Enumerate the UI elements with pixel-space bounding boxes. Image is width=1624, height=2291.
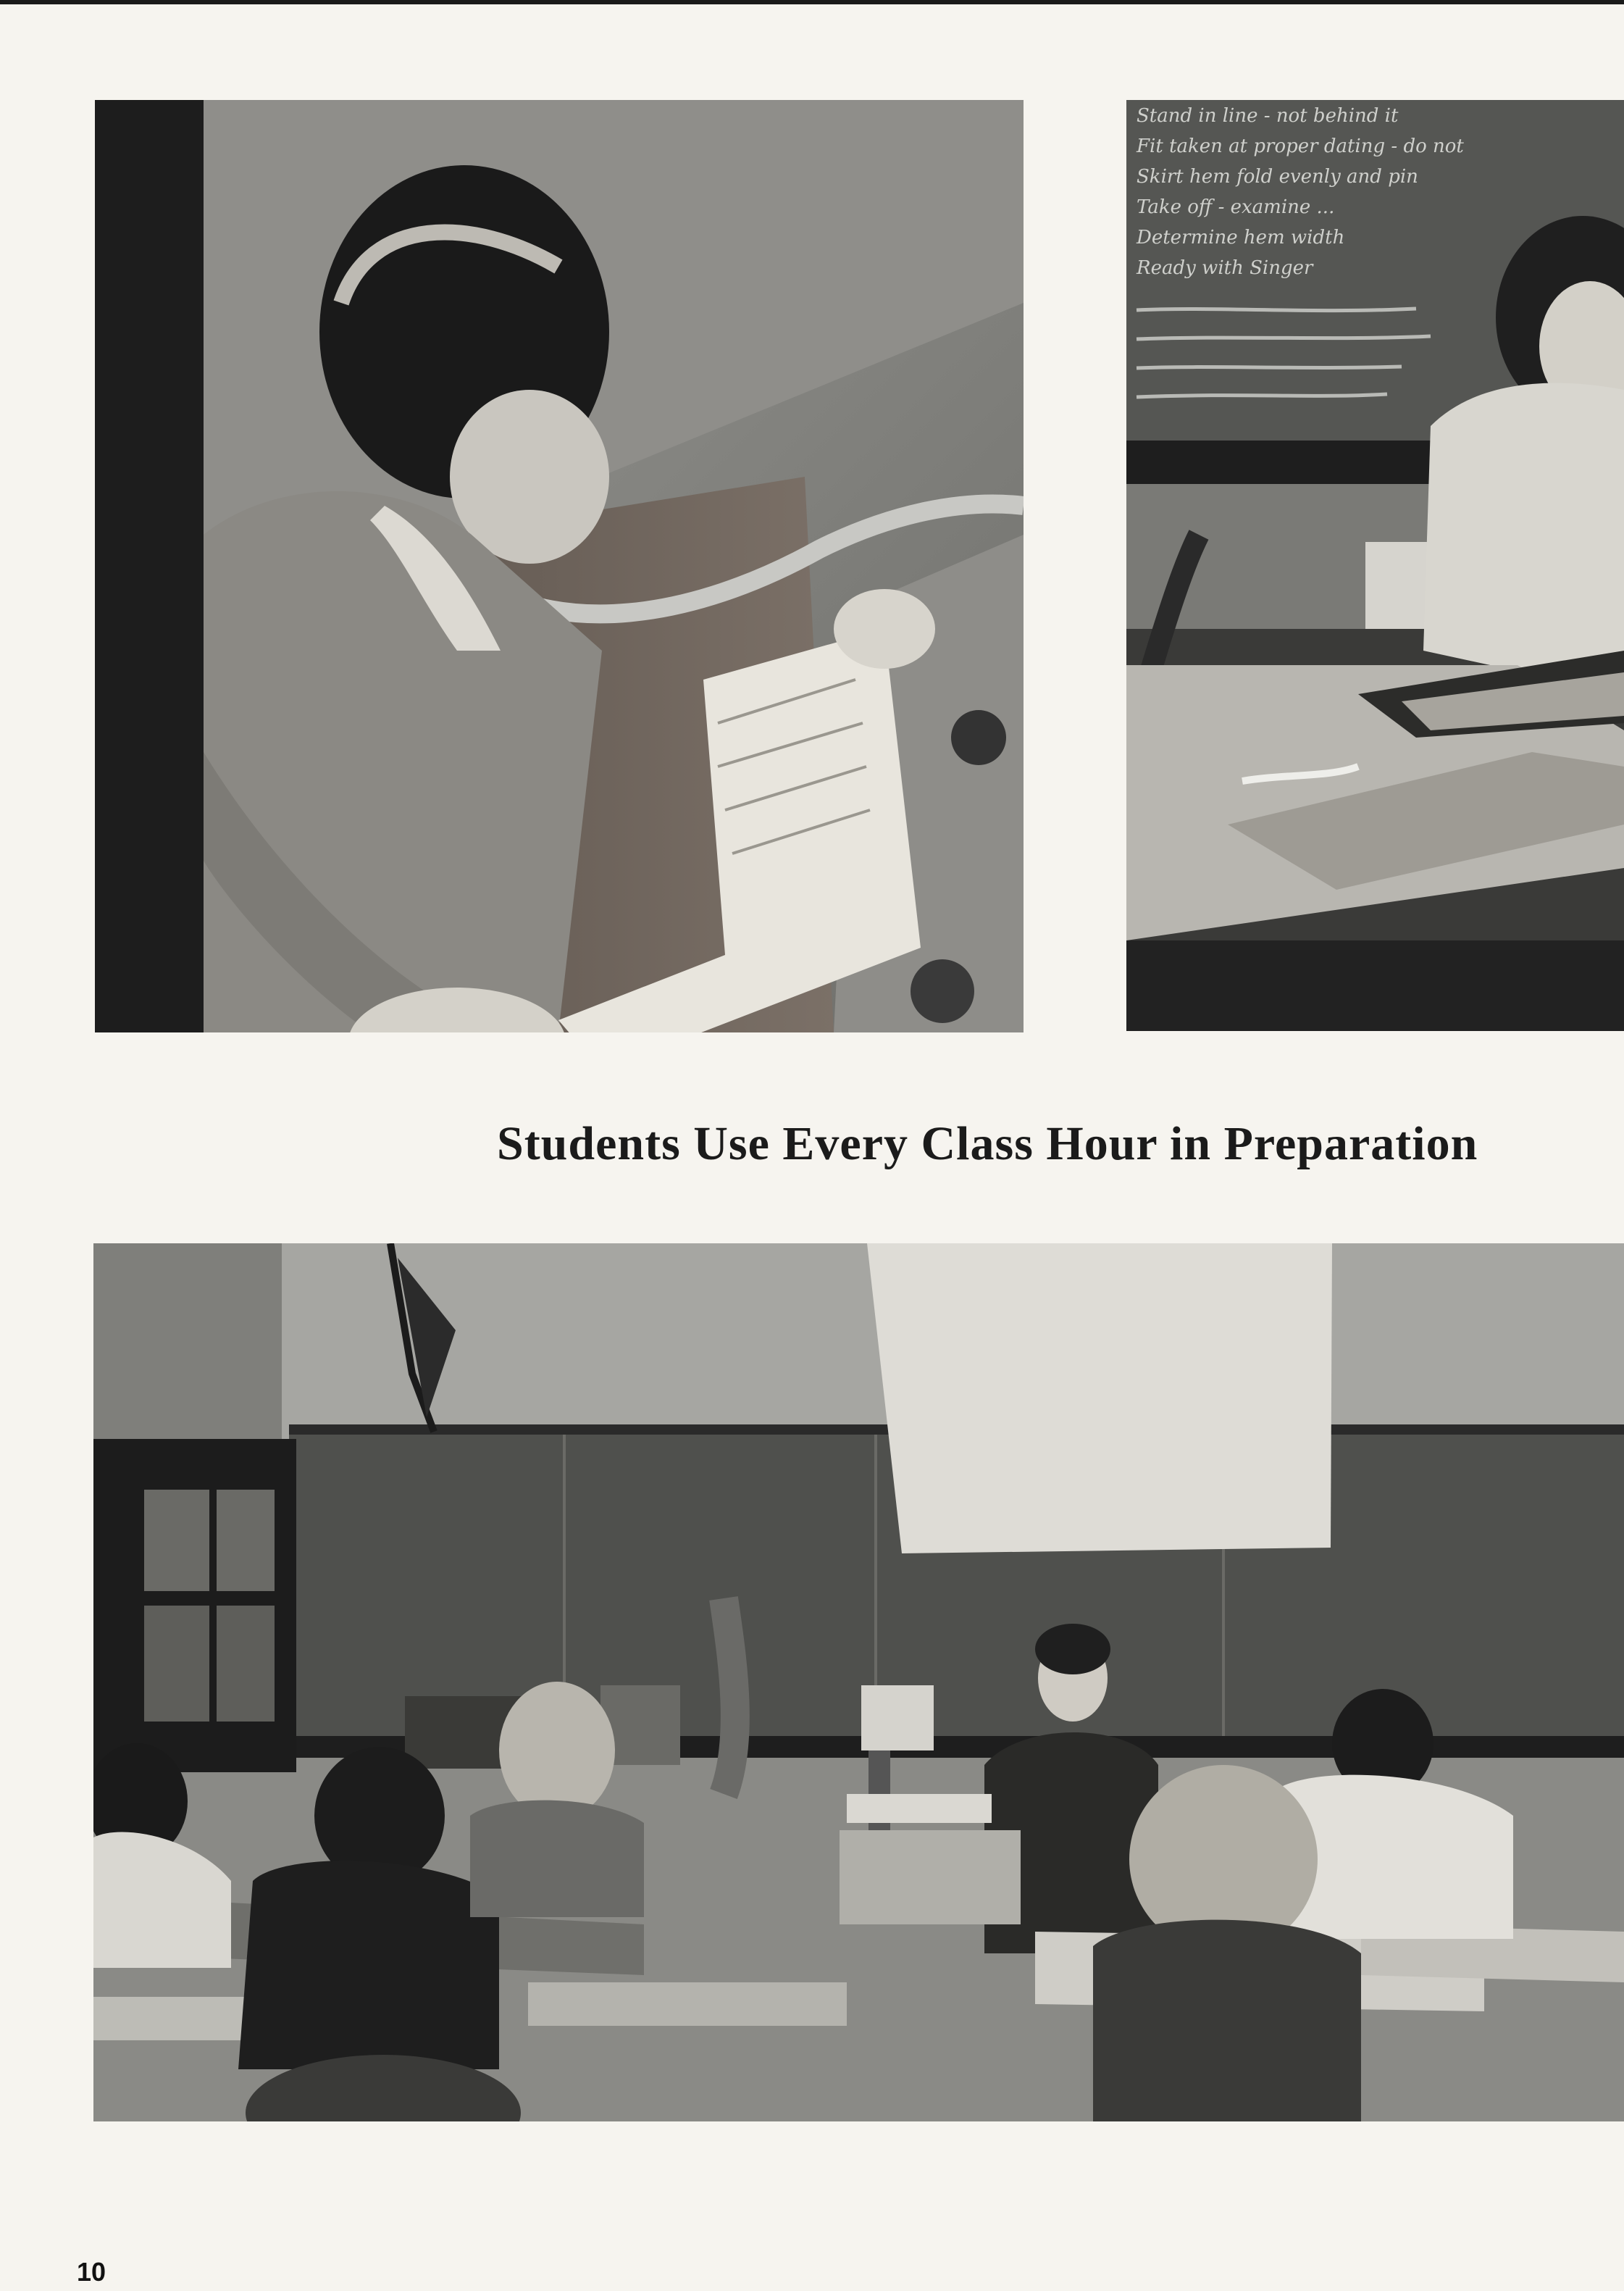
sewing-photo-image: [1126, 100, 1624, 1031]
headset-photo-image: [95, 100, 1024, 1032]
student-cutting-pattern-photo: [1126, 100, 1624, 1031]
chalk-line-6: Ready with Singer: [1137, 257, 1313, 279]
page-top-border: [0, 0, 1624, 4]
chalk-line-4: Take off - examine ...: [1137, 196, 1335, 218]
page-headline: Students Use Every Class Hour in Preparation: [497, 1117, 1478, 1170]
chalk-line-2: Fit taken at proper dating - do not: [1137, 135, 1464, 157]
classroom-photo-image: [93, 1243, 1624, 2121]
classroom-lecture-photo: [93, 1243, 1624, 2121]
page-number: 10: [77, 2257, 106, 2287]
chalk-line-5: Determine hem width: [1137, 227, 1345, 249]
chalk-line-1: Stand in line - not behind it: [1137, 105, 1399, 127]
chalk-line-3: Skirt hem fold evenly and pin: [1137, 166, 1418, 188]
student-with-headset-reading-photo: [95, 100, 1024, 1032]
